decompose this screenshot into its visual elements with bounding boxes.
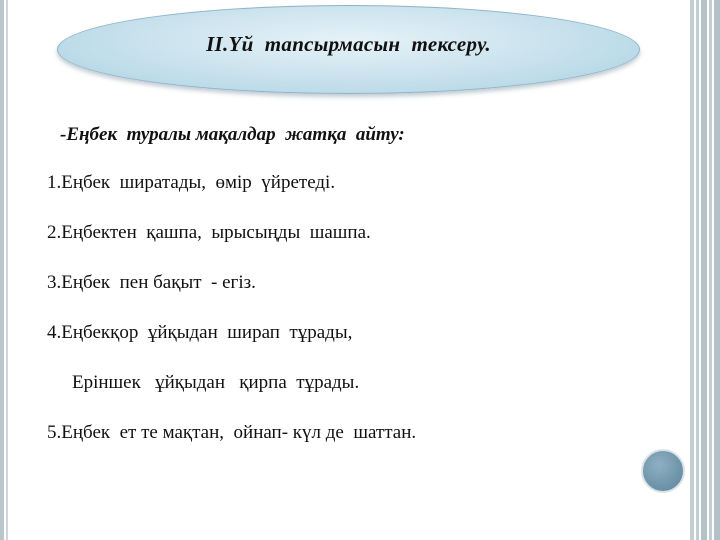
proverb-line: 1.Еңбек ширатады, өмір үйретеді. — [47, 172, 336, 193]
left-border-bar — [0, 0, 4, 540]
left-border-line — [6, 0, 8, 540]
proverbs-heading: -Еңбек туралы мақалдар жатқа айту: — [60, 124, 405, 145]
proverb-line: 4.Еңбекқор ұйқыдан ширап тұрады, — [47, 322, 353, 343]
right-border-stripe — [690, 0, 694, 540]
title-ellipse — [57, 5, 640, 94]
decorative-circle — [641, 449, 685, 493]
proverb-line: 3.Еңбек пен бақыт - егіз. — [47, 272, 256, 293]
proverb-line-continued: Еріншек ұйқыдан қирпа тұрады. — [72, 372, 360, 393]
slide-title: II.Үй тапсырмасын тексеру. — [206, 32, 491, 56]
proverb-line: 5.Еңбек ет те мақтан, ойнап- күл де шаттан. — [47, 422, 417, 443]
proverb-line: 2.Еңбектен қашпа, ырысыңды шашпа. — [47, 222, 371, 243]
right-border-stripe — [709, 0, 712, 540]
right-border-stripe — [714, 0, 720, 540]
right-border-stripe — [696, 0, 699, 540]
right-border-stripe — [701, 0, 707, 540]
